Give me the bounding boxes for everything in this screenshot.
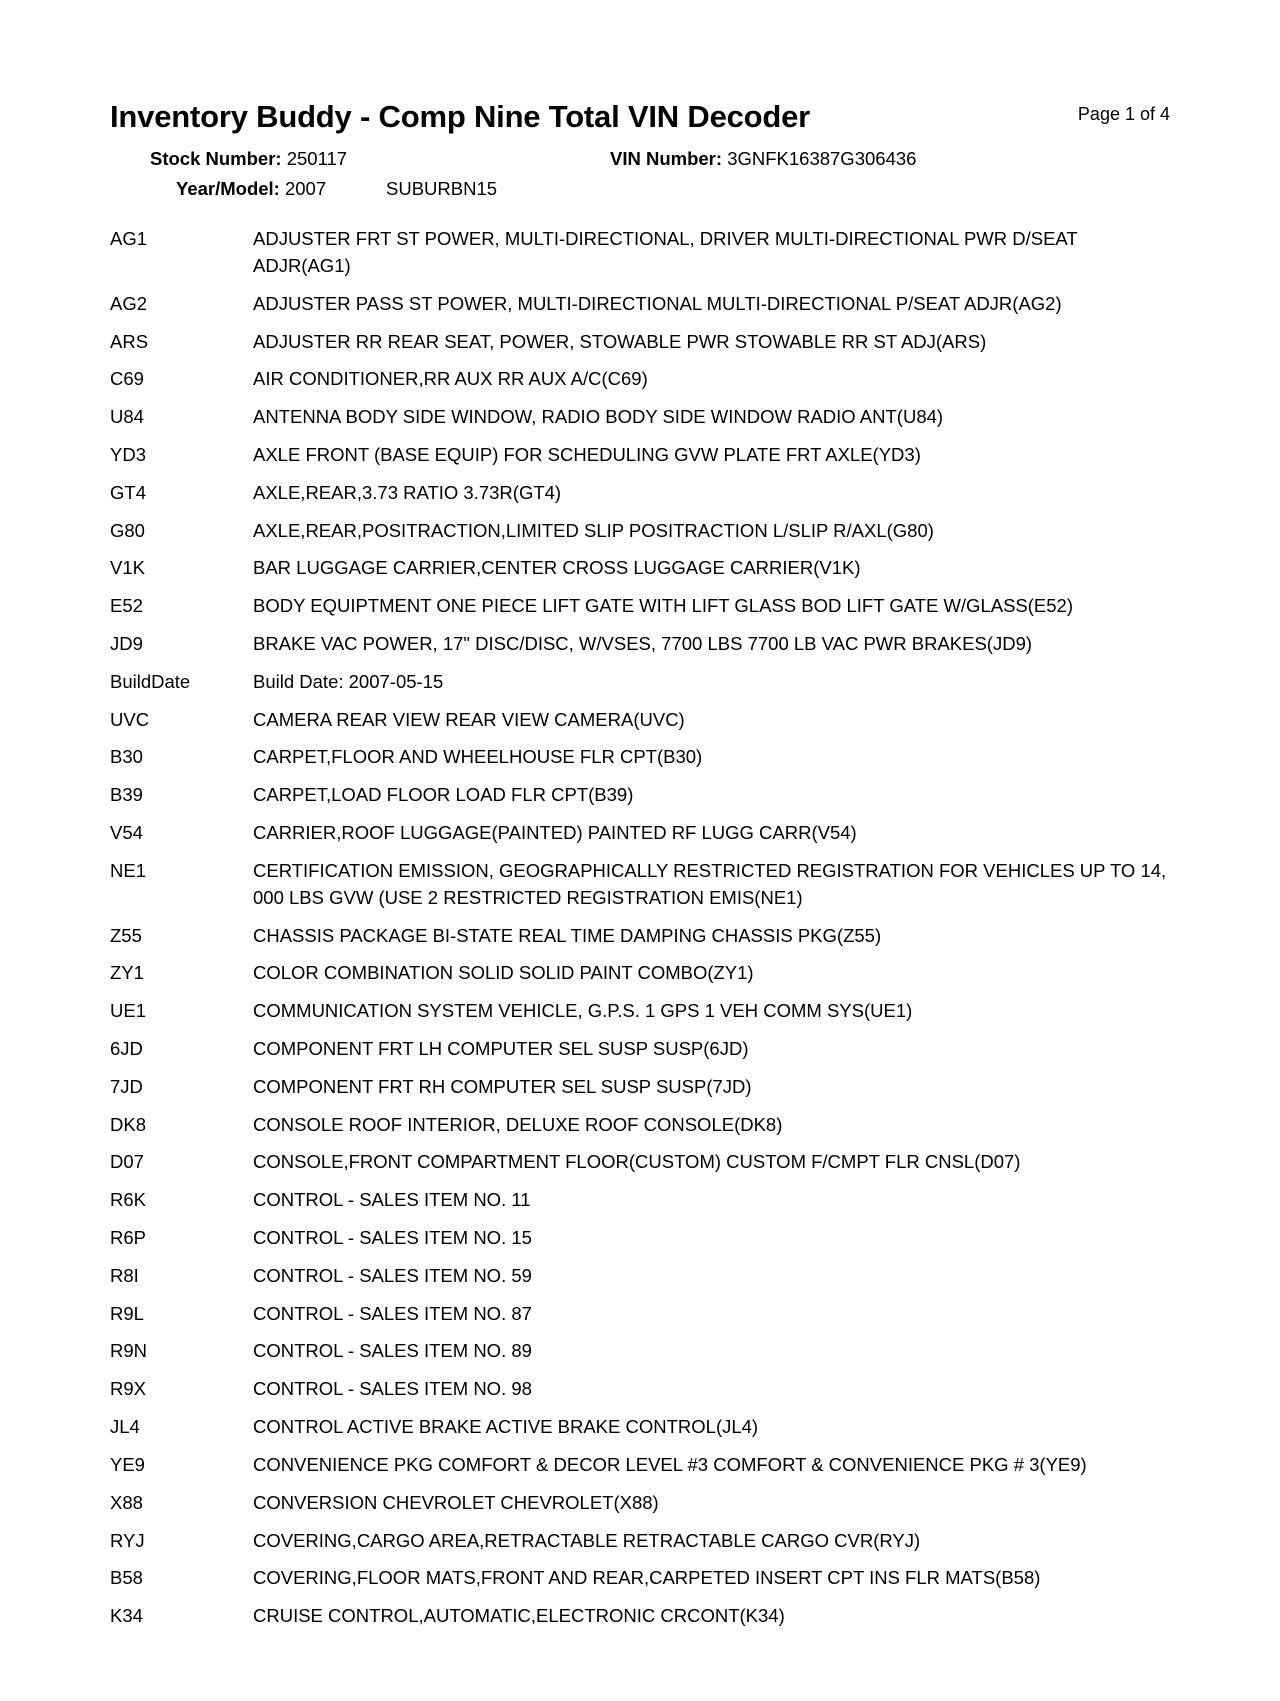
option-description: COVERING,CARGO AREA,RETRACTABLE RETRACTABLE CARGO CVR(RYJ) (253, 1529, 921, 1551)
year-value: 2007 (284, 178, 327, 200)
option-code: AG1 (110, 228, 148, 250)
option-code: E52 (110, 595, 143, 617)
option-row (110, 1603, 1170, 1630)
option-description: CARRIER,ROOF LUGGAGE(PAINTED) PAINTED RF LUGG CARR(V54) (253, 822, 857, 844)
option-row (110, 1414, 1170, 1441)
option-description: CERTIFICATION EMISSION, GEOGRAPHICALLY RESTRICTED REGISTRATION FOR VEHICLES UP TO 14, 000 LBS GVW (USE 2 RESTRICTED REGISTRATION EMIS(NE1) (253, 859, 1167, 908)
option-row (110, 1490, 1170, 1517)
option-row (110, 1301, 1170, 1328)
option-code: RYJ (110, 1529, 145, 1551)
option-description: BODY EQUIPTMENT ONE PIECE LIFT GATE WITH LIFT GLASS BOD LIFT GATE W/GLASS(E52) (253, 595, 1073, 617)
option-code: R9N (110, 1340, 148, 1362)
option-code: R8I (110, 1264, 139, 1286)
option-row (110, 1338, 1170, 1365)
option-description: COVERING,FLOOR MATS,FRONT AND REAR,CARPETED INSERT CPT INS FLR MATS(B58) (253, 1567, 1041, 1589)
option-description: CARPET,FLOOR AND WHEELHOUSE FLR CPT(B30) (253, 746, 703, 768)
option-code: R6P (110, 1227, 146, 1249)
option-row (110, 923, 1170, 950)
option-code: ZY1 (110, 962, 144, 984)
option-row (110, 366, 1170, 393)
option-description: CONTROL - SALES ITEM NO. 87 (253, 1302, 532, 1324)
option-description: CONVENIENCE PKG COMFORT & DECOR LEVEL #3 COMFORT & CONVENIENCE PKG # 3(YE9) (253, 1453, 1087, 1475)
option-row (110, 480, 1170, 507)
option-description: COMMUNICATION SYSTEM VEHICLE, G.P.S. 1 GPS 1 VEH COMM SYS(UE1) (253, 1000, 913, 1022)
option-description: COMPONENT FRT LH COMPUTER SEL SUSP SUSP(6JD) (253, 1037, 749, 1059)
option-code: B58 (110, 1567, 143, 1589)
option-row (110, 960, 1170, 987)
option-code: B30 (110, 746, 143, 768)
stock-number-group (150, 144, 347, 175)
option-code: R9X (110, 1378, 146, 1400)
option-code: NE1 (110, 859, 146, 881)
option-row (110, 782, 1170, 809)
option-code: AG2 (110, 292, 148, 314)
option-code: R6K (110, 1189, 146, 1211)
option-code: G80 (110, 519, 145, 541)
vin-number-label: VIN Number: (610, 148, 723, 170)
option-description: Build Date: 2007-05-15 (253, 670, 444, 692)
option-description: ADJUSTER FRT ST POWER, MULTI-DIRECTIONAL, DRIVER MULTI-DIRECTIONAL PWR D/SEAT ADJR(AG1) (253, 228, 1078, 276)
option-row (110, 631, 1170, 658)
option-description: CONSOLE ROOF INTERIOR, DELUXE ROOF CONSOLE(DK8) (253, 1113, 783, 1135)
option-description: AXLE FRONT (BASE EQUIP) FOR SCHEDULING GVW PLATE FRT AXLE(YD3) (253, 443, 921, 465)
option-code: JD9 (110, 633, 143, 655)
option-row (110, 226, 1170, 280)
option-row (110, 1528, 1170, 1555)
option-row (110, 1565, 1170, 1592)
option-row (110, 1452, 1170, 1479)
option-code: Z55 (110, 924, 142, 946)
option-code: GT4 (110, 481, 146, 503)
option-row (110, 555, 1170, 582)
option-code: DK8 (110, 1113, 146, 1135)
option-code: D07 (110, 1151, 144, 1173)
option-description: BRAKE VAC POWER, 17" DISC/DISC, W/VSES, 7700 LBS 7700 LB VAC PWR BRAKES(JD9) (253, 633, 1033, 655)
vin-number-value: 3GNFK16387G306436 (727, 148, 917, 170)
option-row (110, 1149, 1170, 1176)
option-description: CARPET,LOAD FLOOR LOAD FLR CPT(B39) (253, 784, 634, 806)
page-title: Inventory Buddy - Comp Nine Total VIN Decoder (110, 99, 811, 134)
option-row (110, 669, 1170, 696)
option-row (110, 1263, 1170, 1290)
option-row (110, 858, 1170, 912)
option-description: AXLE,REAR,3.73 RATIO 3.73R(GT4) (253, 481, 562, 503)
option-code: R9L (110, 1302, 144, 1324)
vin-number-group (610, 144, 916, 175)
option-row (110, 404, 1170, 431)
option-description: ADJUSTER PASS ST POWER, MULTI-DIRECTIONAL MULTI-DIRECTIONAL P/SEAT ADJR(AG2) (253, 292, 1062, 314)
option-description: CONTROL - SALES ITEM NO. 11 (253, 1189, 531, 1211)
option-code: UE1 (110, 1000, 146, 1022)
option-description: COMPONENT FRT RH COMPUTER SEL SUSP SUSP(7JD) (253, 1075, 752, 1097)
option-row (110, 820, 1170, 847)
option-description: BAR LUGGAGE CARRIER,CENTER CROSS LUGGAGE CARRIER(V1K) (253, 557, 861, 579)
stock-number-label: Stock Number: (150, 148, 282, 170)
option-code-list (0, 226, 1280, 1701)
title-row (110, 100, 1170, 134)
option-row (110, 744, 1170, 771)
option-description: ADJUSTER RR REAR SEAT, POWER, STOWABLE PWR STOWABLE RR ST ADJ(ARS) (253, 330, 987, 352)
option-code: C69 (110, 368, 144, 390)
option-row (110, 593, 1170, 620)
option-description: COLOR COMBINATION SOLID SOLID PAINT COMBO(ZY1) (253, 962, 754, 984)
option-code: V1K (110, 557, 145, 579)
document-header (0, 0, 1280, 204)
option-description: CRUISE CONTROL,AUTOMATIC,ELECTRONIC CRCONT(K34) (253, 1605, 785, 1627)
option-row (110, 442, 1170, 469)
vehicle-meta (110, 144, 1170, 204)
option-row (110, 1112, 1170, 1139)
option-code: BuildDate (110, 670, 191, 692)
stock-number-value: 250117 (286, 148, 348, 170)
year-model-label: Year/Model: (176, 178, 280, 200)
option-code: ARS (110, 330, 149, 352)
page-indicator: Page 1 of 4 (1077, 104, 1170, 124)
model-value: SUBURBN15 (386, 178, 498, 200)
option-description: CONTROL - SALES ITEM NO. 59 (253, 1264, 532, 1286)
meta-row-stock-vin (110, 144, 1170, 174)
option-description: CONSOLE,FRONT COMPARTMENT FLOOR(CUSTOM) CUSTOM F/CMPT FLR CNSL(D07) (253, 1151, 1021, 1173)
option-row (110, 329, 1170, 356)
option-description: CHASSIS PACKAGE BI-STATE REAL TIME DAMPING CHASSIS PKG(Z55) (253, 924, 882, 946)
option-description: CONTROL - SALES ITEM NO. 15 (253, 1227, 532, 1249)
option-code: JL4 (110, 1416, 140, 1438)
option-description: CONTROL - SALES ITEM NO. 89 (253, 1340, 532, 1362)
option-code: 7JD (110, 1075, 143, 1097)
option-row (110, 1036, 1170, 1063)
option-description: AIR CONDITIONER,RR AUX RR AUX A/C(C69) (253, 368, 648, 390)
option-code: V54 (110, 822, 143, 844)
option-description: CAMERA REAR VIEW REAR VIEW CAMERA(UVC) (253, 708, 685, 730)
option-code: UVC (110, 708, 150, 730)
year-model-group (176, 174, 326, 205)
option-description: CONTROL ACTIVE BRAKE ACTIVE BRAKE CONTROL(JL4) (253, 1416, 759, 1438)
meta-row-year-model (110, 174, 1170, 204)
option-description: CONVERSION CHEVROLET CHEVROLET(X88) (253, 1491, 659, 1513)
option-code: U84 (110, 406, 144, 428)
option-description: CONTROL - SALES ITEM NO. 98 (253, 1378, 532, 1400)
option-row (110, 707, 1170, 734)
option-row (110, 518, 1170, 545)
option-description: ANTENNA BODY SIDE WINDOW, RADIO BODY SIDE WINDOW RADIO ANT(U84) (253, 406, 944, 428)
option-row (110, 1074, 1170, 1101)
option-code: 6JD (110, 1037, 143, 1059)
option-row (110, 1225, 1170, 1252)
option-code: X88 (110, 1491, 143, 1513)
option-row (110, 291, 1170, 318)
option-row (110, 1376, 1170, 1403)
option-code: YD3 (110, 443, 146, 465)
option-code: YE9 (110, 1453, 145, 1475)
option-description: AXLE,REAR,POSITRACTION,LIMITED SLIP POSITRACTION L/SLIP R/AXL(G80) (253, 519, 934, 541)
option-row (110, 998, 1170, 1025)
option-code: B39 (110, 784, 143, 806)
option-row (110, 1187, 1170, 1214)
option-code: K34 (110, 1605, 143, 1627)
